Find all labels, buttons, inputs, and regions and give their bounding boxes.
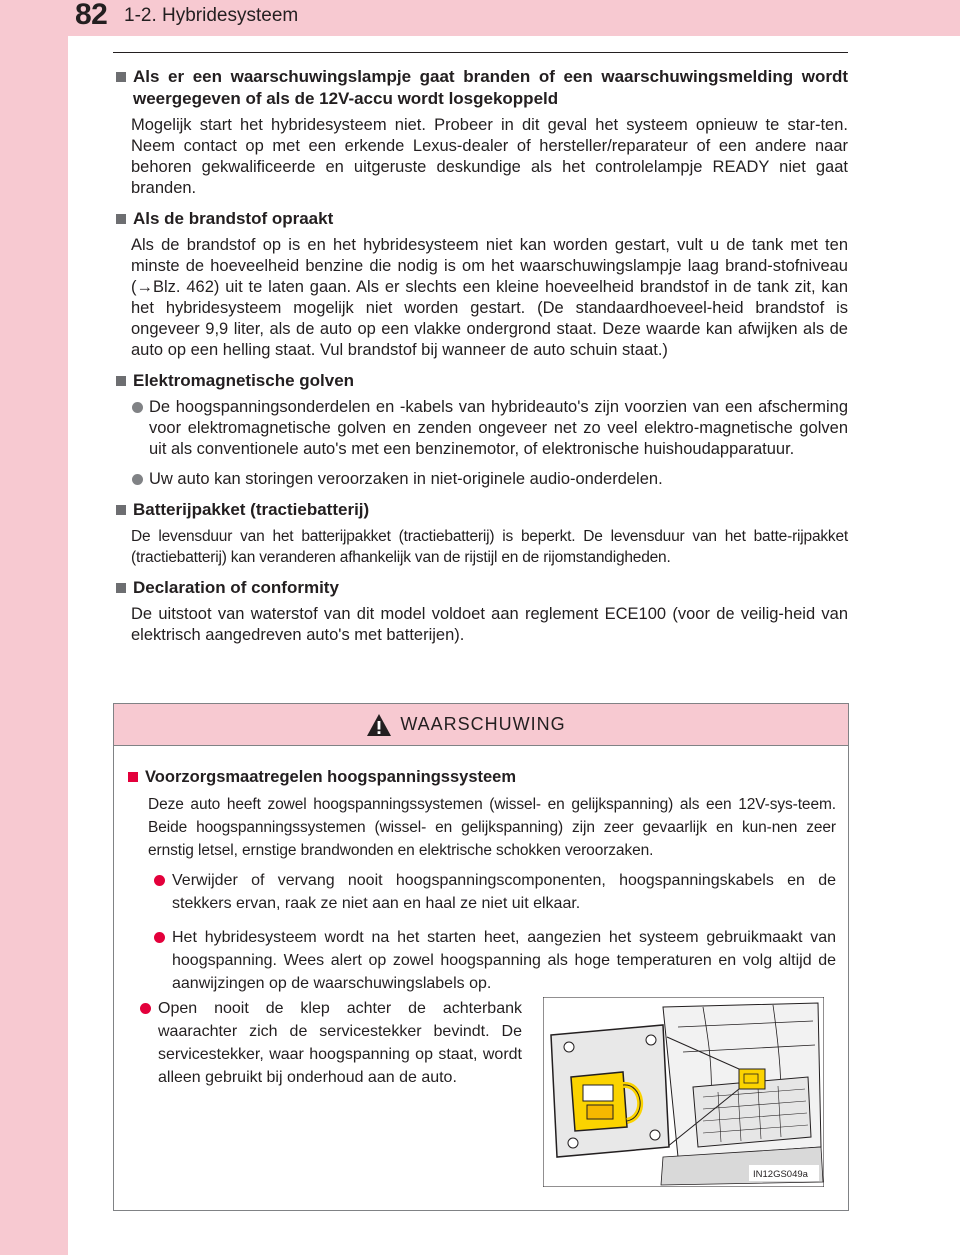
main-content: [113, 66, 848, 655]
sidebar-band: [0, 0, 68, 1255]
warning-triangle-icon: [366, 713, 392, 737]
warning-title: WAARSCHUWING: [400, 714, 566, 734]
section-body: Mogelijk start het hybridesysteem niet. Probeer in dit geval het systeem opnieuw te star-ten. Neem contact op met een erkende Lexus-dealer of hersteller/reparateur of een andere naar behoren gekwalificeerde en uitgeruste deskundige als het controlelampje READY niet gaat branden.: [131, 116, 848, 197]
section-heading: Declaration of conformity: [113, 577, 848, 599]
section-heading: Als de brandstof opraakt: [113, 208, 848, 230]
chapter-title: 1-2. Hybridesysteem: [124, 5, 299, 26]
square-bullet-icon: [116, 505, 126, 515]
round-bullet-icon: [132, 474, 143, 485]
warning-list-item: Verwijder of vervang nooit hoogspanningscomponenten, hoogspanningskabels en de stekkers ervan, raak ze niet aan en haal ze niet uit elkaar.: [154, 869, 836, 915]
warning-body: [114, 746, 848, 995]
red-square-bullet-icon: [128, 772, 138, 782]
square-bullet-icon: [116, 583, 126, 593]
page-number: 82: [75, 0, 108, 31]
warning-box: [113, 703, 849, 1211]
warning-section-heading: Voorzorgsmaatregelen hoogspanningssysteem: [128, 766, 836, 788]
section-heading: Als er een waarschuwingslampje gaat branden of een waarschuwingsmelding wordt weergegeven of als de 12V-accu wordt losgekoppeld: [113, 66, 848, 110]
square-bullet-icon: [116, 72, 126, 82]
section-body: Als de brandstof op is en het hybridesysteem niet kan worden gestart, vult u de tank met ten minste de hoeveelheid benzine die nodig is om het waarschuwingslampje laag brand-stofniveau (→Blz. 462) uit te laten gaan. Als er slechts een kleine hoeveelheid brandstof in de tank zit, kan het hybridesysteem mogelijk niet worden gestart. (De standaardhoeveel-heid brandstof is ongeveer 9,9 liter, als de auto op een vlakke ondergrond staat. Deze waarde kan afwijken als de auto op een helling staat. Vul brandstof bij wanneer de auto schuin staat.): [131, 236, 848, 359]
warning-intro: Deze auto heeft zowel hoogspanningssystemen (wissel- en gelijkspanning) als een 12V-sys-teem. Beide hoogspanningssystemen (wissel- en gelijkspanning) zijn zeer gevaarlijk en kun-nen zeer ernstig letsel, ernstige brandwonden en elektrische schokken veroorzaken.: [148, 796, 836, 859]
red-bullet-icon: [140, 1003, 151, 1014]
warning-list-item: Het hybridesysteem wordt na het starten heet, aangezien het systeem gebruikmaakt van hoogspanning. Wees alert op zowel hoogspanning als hoge temperaturen en volg altijd de aanwijzingen op de waarschuwingslabels op.: [154, 926, 836, 995]
list-item: Uw auto kan storingen veroorzaken in niet-originele audio-onderdelen.: [132, 469, 848, 490]
warning-header: [114, 704, 848, 746]
section-heading: Elektromagnetische golven: [113, 370, 848, 392]
section-body: De uitstoot van waterstof van dit model voldoet aan reglement ECE100 (voor de veilig-heid van elektrisch aangedreven auto's met batterijen).: [131, 605, 848, 644]
service-plug-illustration: [543, 997, 824, 1187]
list-item: De hoogspanningsonderdelen en -kabels van hybrideauto's zijn voorzien van een afscherming voor elektromagnetische golven en zenden ongeveer net zo veel elektro-magnetische golven uit als conventionele auto's met een benzinemotor, of elektronische huishoudapparatuur.: [132, 397, 848, 460]
section-body: De levensduur van het batterijpakket (tractiebatterij) is beperkt. De levensduur van het batte-rijpakket (tractiebatterij) kan veranderen afhankelijk van de rijstijl en de rijomstandigheden.: [131, 528, 848, 566]
warning-list-item: Open nooit de klep achter de achterbank waarachter zich de servicestekker bevindt. De servicestekker, waar hoogspanning op staat, wordt alleen gebruikt bij onderhoud aan de auto.: [140, 997, 522, 1089]
image-code-label: IN12GS049a: [753, 1169, 808, 1180]
header-divider: [113, 52, 848, 53]
red-bullet-icon: [154, 932, 165, 943]
red-bullet-icon: [154, 875, 165, 886]
round-bullet-icon: [132, 402, 143, 413]
square-bullet-icon: [116, 376, 126, 386]
section-heading: Batterijpakket (tractiebatterij): [113, 499, 848, 521]
square-bullet-icon: [116, 214, 126, 224]
